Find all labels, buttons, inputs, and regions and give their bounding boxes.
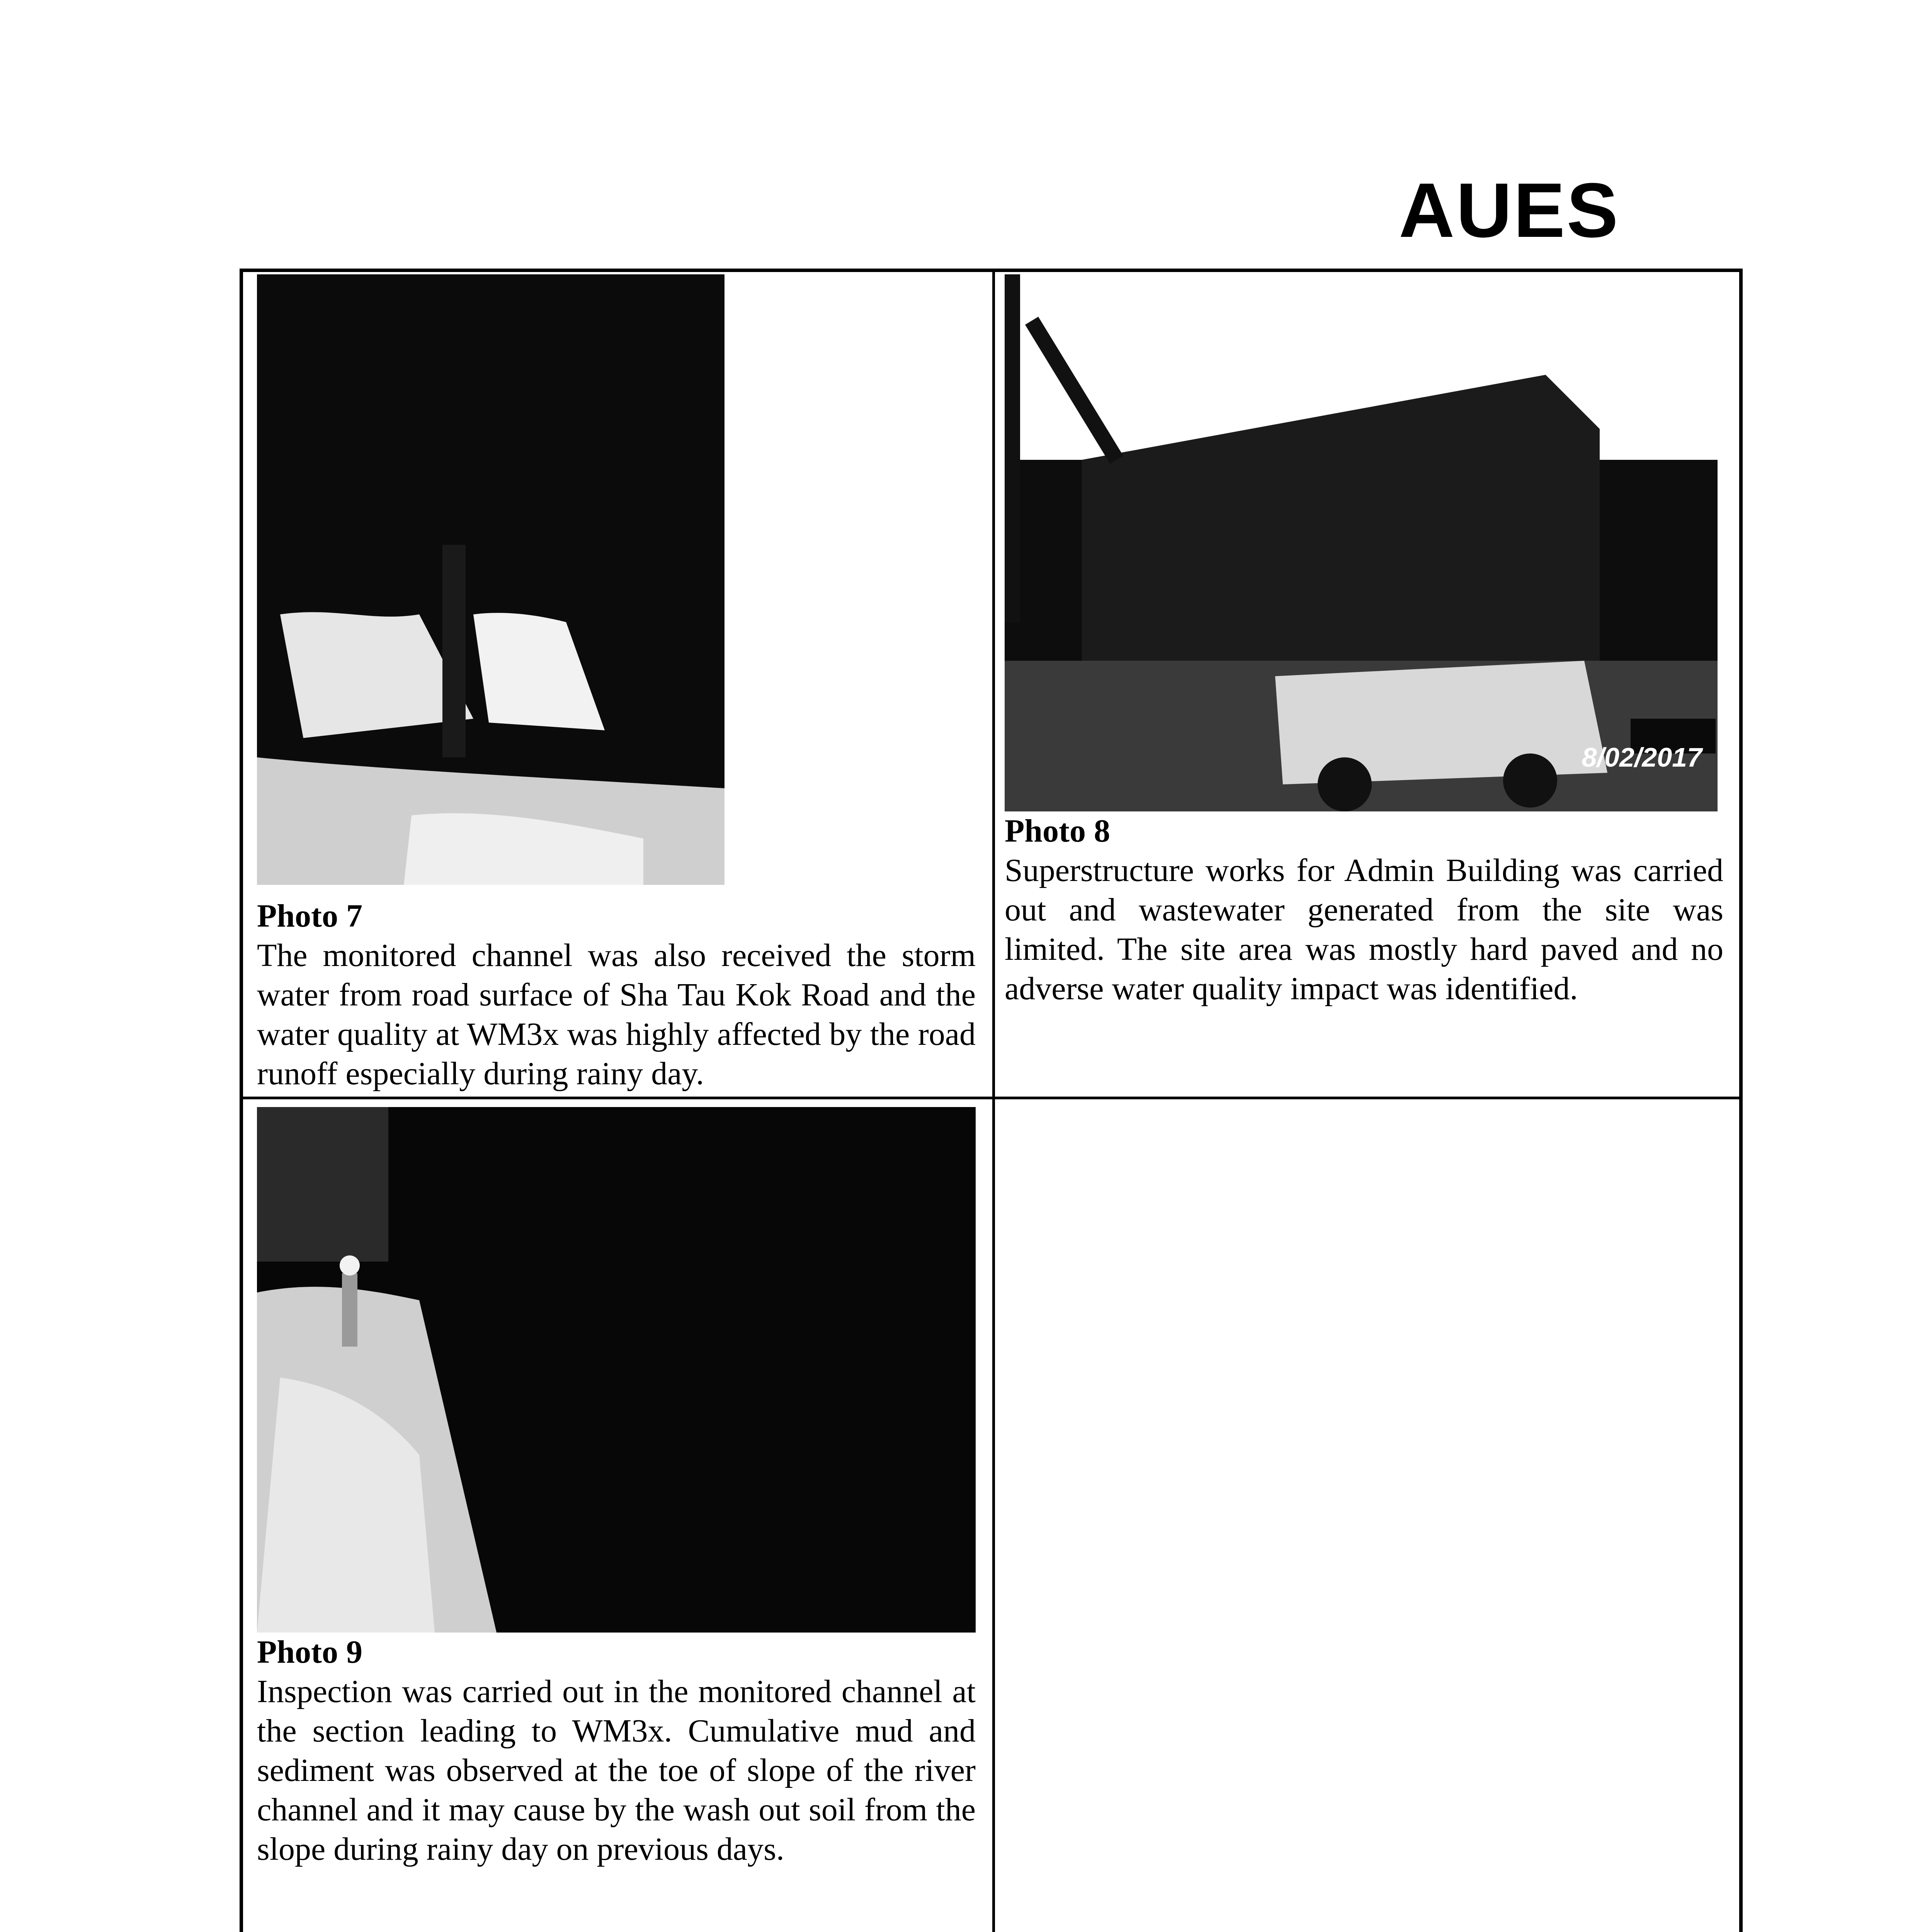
photo-9-image — [257, 1107, 976, 1633]
photo-7-description: The monitored channel was also received the storm water from road surface of Sha Tau Kok Road and the water quality at WM3x was highly affected by the road runoff especially during rainy day. — [257, 937, 976, 1092]
company-logo: AUES — [1399, 167, 1620, 253]
photo-8-description: Superstructure works for Admin Building was carried out and wastewater generated from the site was limited. The site area was mostly hard paved and no adverse water quality impact was identified. — [1005, 852, 1723, 1007]
photo-9-title: Photo 9 — [257, 1634, 362, 1670]
photo-8-caption — [1005, 811, 1723, 1009]
photo-8-date-stamp: 8/02/2017 — [1582, 742, 1702, 772]
photo-8-image — [1005, 274, 1718, 811]
photo-7-title: Photo 7 — [257, 898, 362, 934]
photo-9-caption — [257, 1633, 976, 1869]
photo-7-image — [257, 274, 725, 885]
photo-7-caption — [257, 896, 976, 1094]
table-column-divider — [992, 269, 995, 1932]
photo-9-description: Inspection was carried out in the monitored channel at the section leading to WM3x. Cumulative mud and sediment was observed at the toe of slope of the river channel and it may cause by the wash out soil from the slope during rainy day on previous days. — [257, 1673, 976, 1867]
table-row-divider — [240, 1097, 1743, 1099]
photo-8-title: Photo 8 — [1005, 813, 1110, 849]
